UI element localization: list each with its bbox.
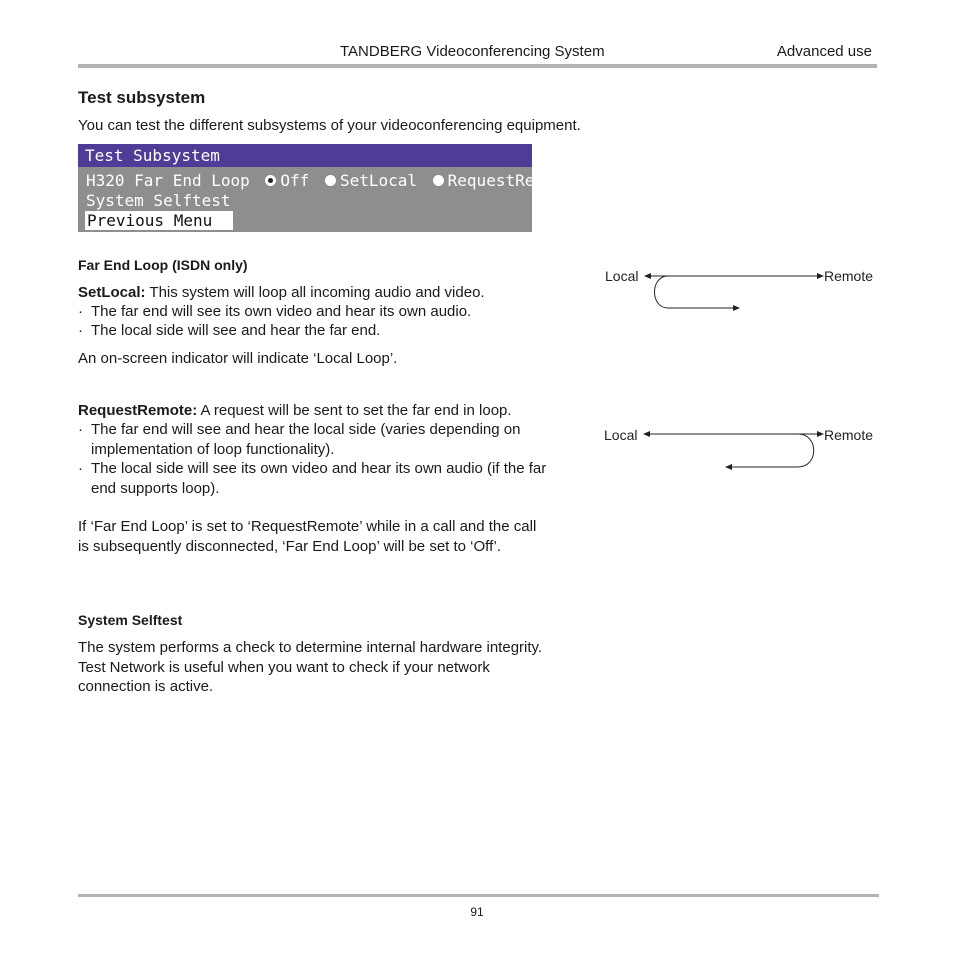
diagram-remote-label: Remote bbox=[824, 427, 874, 443]
radio-unselected-icon bbox=[433, 175, 444, 186]
list-item: · The local side will see its own video and hear its own audio (if the far end supports loop). bbox=[78, 460, 547, 497]
local-loop-indicator-text: An on-screen indicator will indicate ‘Local Loop’. bbox=[78, 350, 398, 367]
setlocal-loop-diagram bbox=[598, 262, 888, 332]
arrow-left-icon bbox=[725, 464, 732, 470]
radio-unselected-icon bbox=[325, 175, 336, 186]
osd-menu-title: Test Subsystem bbox=[78, 144, 532, 167]
arrow-right-icon bbox=[817, 431, 824, 437]
diagram-local-label: Local bbox=[605, 268, 639, 284]
page-number: 91 bbox=[470, 905, 484, 919]
osd-far-end-loop-label: H320 Far End Loop bbox=[86, 171, 250, 190]
osd-system-selftest-item[interactable]: System Selftest bbox=[86, 191, 231, 210]
loop-back-arrow bbox=[732, 434, 814, 467]
header-rule bbox=[78, 64, 877, 68]
diagram-local-label: Local bbox=[604, 427, 638, 443]
requestremote-loop-diagram bbox=[598, 421, 888, 491]
intro-text: You can test the different subsystems of your videoconferencing equipment. bbox=[78, 117, 581, 134]
osd-option-off[interactable]: Off bbox=[259, 171, 309, 190]
arrow-left-icon bbox=[643, 431, 650, 437]
osd-previous-menu-item[interactable]: Previous Menu bbox=[85, 211, 233, 230]
diagram-remote-label: Remote bbox=[824, 268, 874, 284]
radio-selected-icon bbox=[265, 175, 276, 186]
osd-menu bbox=[78, 144, 573, 232]
system-selftest-text: The system performs a check to determine internal hardware integrity. Test Network is useful when you want to check if your network connection is active. bbox=[78, 639, 543, 695]
requestremote-paragraph: RequestRemote: A request will be sent to set the far end in loop. bbox=[78, 402, 512, 419]
arrow-right-icon bbox=[817, 273, 824, 279]
osd-option-requestremote[interactable]: RequestRemote bbox=[427, 171, 573, 190]
list-item: · The far end will see its own video and hear its own audio. bbox=[78, 303, 472, 320]
arrow-left-icon bbox=[644, 273, 651, 279]
system-selftest-heading: System Selftest bbox=[78, 612, 183, 628]
header-title: TANDBERG Videoconferencing System bbox=[340, 43, 605, 60]
loop-back-arrow bbox=[655, 276, 735, 308]
osd-far-end-loop-row[interactable] bbox=[86, 171, 573, 190]
requestremote-note: If ‘Far End Loop’ is set to ‘RequestRemote’ while in a call and the call is subsequently disconnected, ‘Far End Loop’ will be set to ‘Off’. bbox=[78, 518, 537, 555]
list-item: · The far end will see and hear the local side (varies depending on implementation of loop functionality). bbox=[78, 421, 521, 458]
list-item: · The local side will see and hear the far end. bbox=[78, 322, 381, 339]
section-title: Test subsystem bbox=[78, 88, 206, 107]
header-section: Advanced use bbox=[776, 43, 872, 60]
arrow-right-icon bbox=[733, 305, 740, 311]
setlocal-paragraph: SetLocal: This system will loop all incoming audio and video. bbox=[78, 284, 485, 301]
osd-menu-body bbox=[78, 167, 573, 232]
footer-rule bbox=[78, 894, 879, 897]
osd-option-setlocal[interactable]: SetLocal bbox=[319, 171, 417, 190]
far-end-loop-heading: Far End Loop (ISDN only) bbox=[78, 257, 248, 273]
